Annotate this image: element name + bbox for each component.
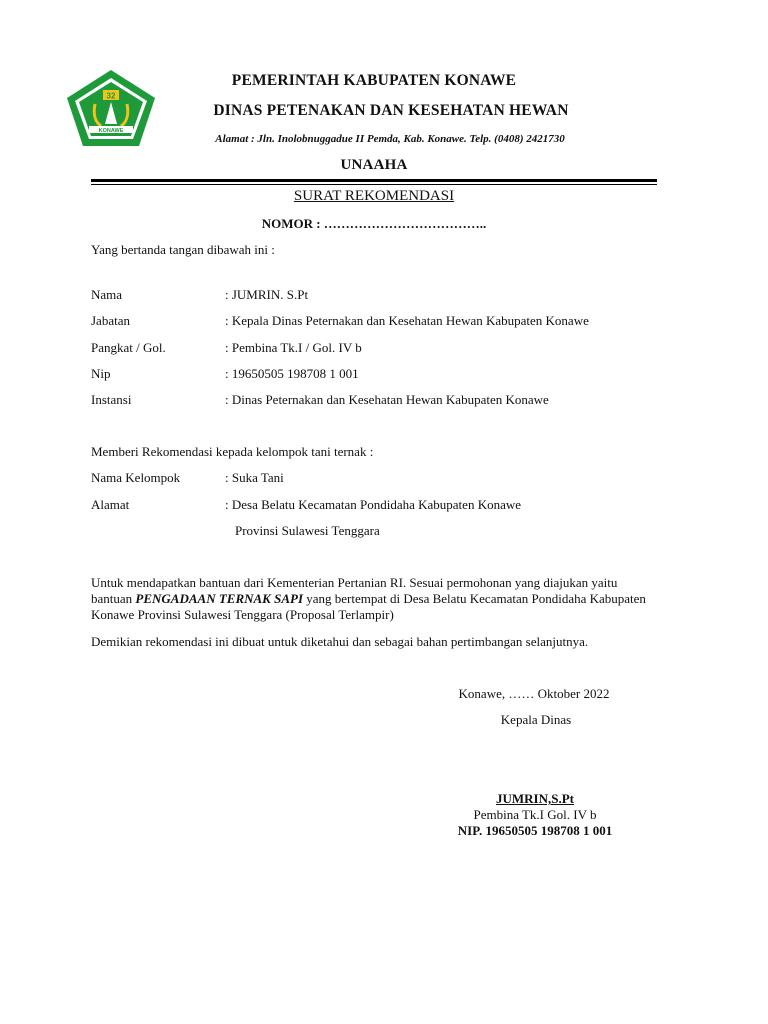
field-label-nama-kelompok: Nama Kelompok [91, 470, 181, 485]
letterhead-city: UNAAHA [340, 157, 408, 173]
signature-name: JUMRIN,S.Pt [496, 791, 574, 806]
field-value-jabatan: : Kepala Dinas Peternakan dan Kesehatan Hewan Kabupaten Konawe [225, 313, 589, 328]
field-value-alamat-continued: Provinsi Sulawesi Tenggara [235, 523, 380, 538]
paragraph-purpose-post: yang bertempat di Desa Belatu Kecamatan Pondidaha Kabupaten Konawe Provinsi Sulawesi Tenggara (Proposal Terlampir) [91, 591, 646, 622]
recommend-intro: Memberi Rekomendasi kepada kelompok tani ternak : [91, 444, 374, 459]
field-value-nama: : JUMRIN. S.Pt [225, 287, 309, 302]
signature-rank: Pembina Tk.I Gol. IV b [473, 807, 597, 822]
signature-position: Kepala Dinas [500, 712, 572, 727]
letterhead-divider-thin [91, 184, 657, 185]
field-label-pangkat: Pangkat / Gol. [91, 340, 166, 355]
paragraph-purpose-emphasis: PENGADAAN TERNAK SAPI [135, 591, 303, 606]
field-label-jabatan: Jabatan [91, 313, 130, 328]
field-value-nip: : 19650505 198708 1 001 [225, 366, 359, 381]
field-label-instansi: Instansi [91, 392, 132, 407]
document-title: SURAT REKOMENDASI [293, 188, 455, 204]
field-label-nip: Nip [91, 366, 111, 381]
field-label-alamat: Alamat [91, 497, 130, 512]
field-value-nama-kelompok: : Suka Tani [225, 470, 284, 485]
paragraph-purpose-pre: Untuk mendapatkan bantuan dari Kementerian Pertanian RI. Sesuai permohonan yang diajukan yaitu bantuan [91, 575, 618, 606]
paragraph-purpose [91, 575, 651, 623]
document-number: NOMOR : ……………………………….. [261, 216, 487, 231]
signature-place-date: Konawe, …… Oktober 2022 [458, 686, 610, 701]
svg-text:32: 32 [106, 91, 116, 101]
letterhead-address: Alamat : Jln. Inolobnuggadue II Pemda, Kab. Konawe. Telp. (0408) 2421730 [215, 133, 565, 145]
paragraph-closing: Demikian rekomendasi ini dibuat untuk diketahui dan sebagai bahan pertimbangan selanjutnya. [91, 634, 589, 649]
intro-text: Yang bertanda tangan dibawah ini : [91, 242, 275, 257]
field-label-nama: Nama [91, 287, 123, 302]
letterhead-divider-thick [91, 179, 657, 182]
field-value-instansi: : Dinas Peternakan dan Kesehatan Hewan Kabupaten Konawe [225, 392, 549, 407]
signature-nip: NIP. 19650505 198708 1 001 [457, 823, 613, 838]
field-value-alamat: : Desa Belatu Kecamatan Pondidaha Kabupaten Konawe [225, 497, 522, 512]
letterhead-line1: PEMERINTAH KABUPATEN KONAWE [231, 72, 517, 89]
letterhead-line2: DINAS PETENAKAN DAN KESEHATAN HEWAN [213, 102, 569, 119]
svg-text:KONAWE: KONAWE [98, 128, 124, 134]
field-value-pangkat: : Pembina Tk.I / Gol. IV b [225, 340, 362, 355]
